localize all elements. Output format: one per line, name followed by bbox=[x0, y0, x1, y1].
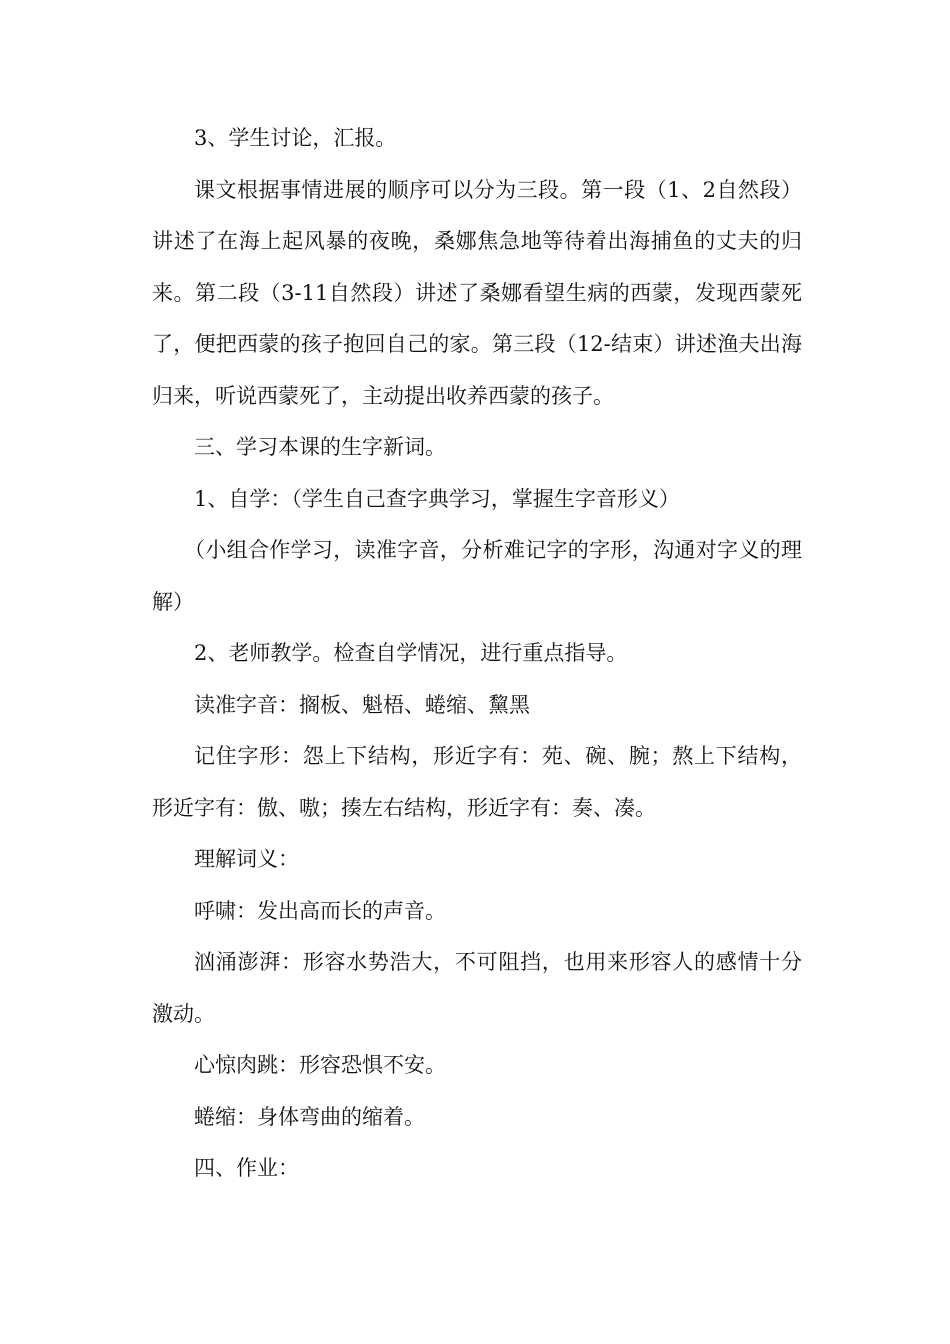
paragraph-pronunciation: 读准字音：搁板、魁梧、蜷缩、黧黑 bbox=[194, 692, 530, 717]
paragraph-vocabulary-heading: 理解词义： bbox=[194, 847, 299, 871]
paragraph-word-xiongyongpengpai: 汹涌澎湃：形容水势浩大，不可阻挡，也用来形容人的感情十分激动。 bbox=[152, 950, 802, 1026]
document-body bbox=[152, 113, 802, 1195]
paragraph-step-3: 3、学生讨论，汇报。 bbox=[194, 126, 397, 150]
paragraph-self-study: 1、自学：（学生自己查字典学习，掌握生字音形义） bbox=[194, 486, 680, 511]
paragraph-text-structure: 课文根据事情进展的顺序可以分为三段。第一段（1、2自然段）讲述了在海上起风暴的夜晚，桑娜焦急地等待着出海捕鱼的丈夫的归来。第二段（3-11自然段）讲述了桑娜看望生病的西蒙，发现西蒙死了，便把西蒙的孩子抱回自己的家。第三段（12-结束）讲述渔夫出海归来，听说西蒙死了，主动提出收养西蒙的孩子。 bbox=[152, 177, 802, 408]
paragraph-section-3-heading: 三、学习本课的生字新词。 bbox=[194, 435, 446, 459]
paragraph-character-forms: 记住字形：怨上下结构，形近字有：苑、碗、腕；熬上下结构，形近字有：傲、嗷；揍左右结构，形近字有：奏、凑。 bbox=[152, 744, 802, 820]
paragraph-group-study: （小组合作学习，读准字音，分析难记字的字形，沟通对字义的理解） bbox=[152, 538, 802, 614]
paragraph-word-huxiao: 呼啸：发出高而长的声音。 bbox=[194, 898, 446, 923]
paragraph-homework-heading: 四、作业： bbox=[194, 1156, 299, 1180]
paragraph-word-xinjingroutiao: 心惊肉跳：形容恐惧不安。 bbox=[194, 1053, 446, 1077]
paragraph-word-quansuo: 蜷缩：身体弯曲的缩着。 bbox=[194, 1104, 425, 1129]
paragraph-teacher-guidance: 2、老师教学。检查自学情况，进行重点指导。 bbox=[194, 641, 628, 665]
